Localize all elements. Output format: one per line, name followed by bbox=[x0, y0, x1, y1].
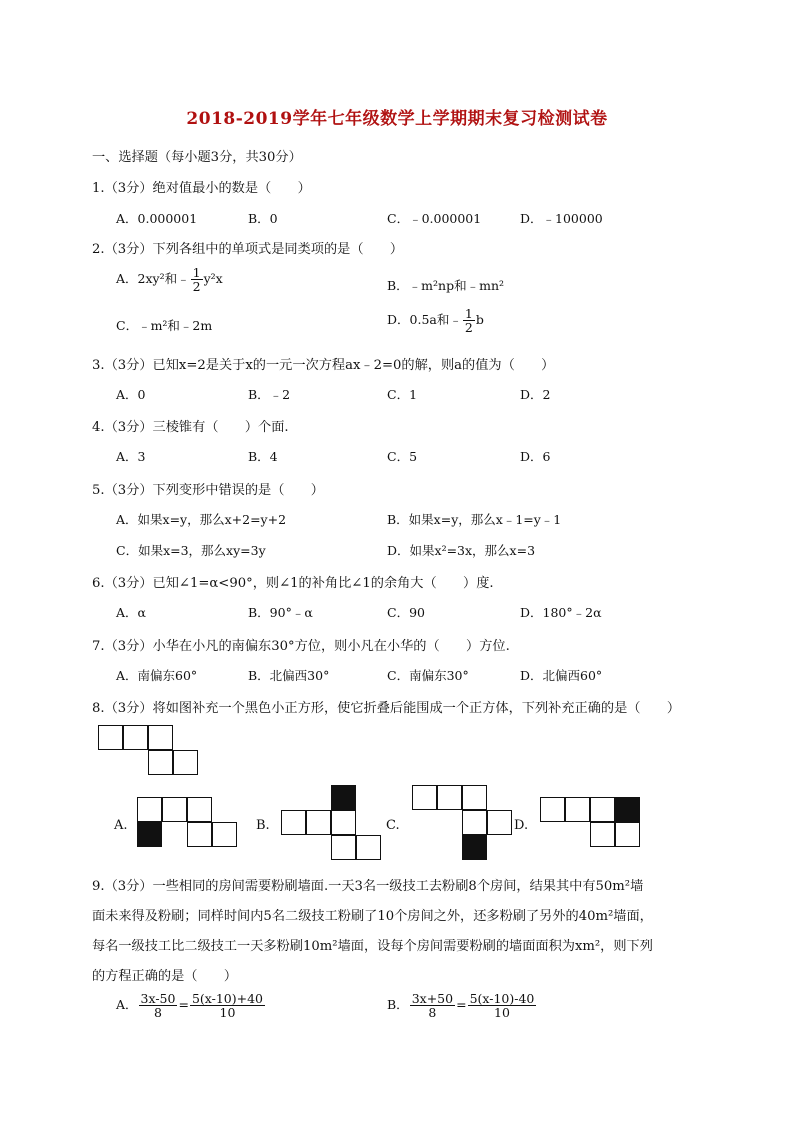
q9-option-a bbox=[116, 992, 266, 1019]
q5-option-a: A．如果x=y，那么x+2=y+2 bbox=[116, 512, 287, 527]
question-9-line-2: 面未来得及粉刷；同样时间内5名二级技工粉刷了10个房间之外，还多粉刷了另外的40m²墙面， bbox=[92, 909, 653, 924]
net-square bbox=[123, 725, 148, 750]
q1-option-d: D．﹣100000 bbox=[520, 211, 603, 226]
q2-a-suffix: y²x bbox=[203, 271, 223, 287]
q2-d-prefix: D．0.5a和﹣ bbox=[387, 312, 462, 328]
q9-b-label: B． bbox=[387, 997, 409, 1013]
net-square bbox=[487, 810, 512, 835]
exam-title: 2018-2019学年七年级数学上学期期末复习检测试卷 bbox=[186, 109, 608, 129]
q2-a-fraction bbox=[191, 266, 203, 293]
q2-a-prefix: A．2xy²和﹣ bbox=[116, 271, 190, 287]
question-6-stem: 6.（3分）已知∠1=α<90°，则∠1的补角比∠1的余角大（ ）度. bbox=[92, 576, 494, 591]
q6-option-a: A．α bbox=[116, 605, 146, 620]
net-square bbox=[590, 822, 615, 847]
q2-option-b: B．﹣m²np和﹣mn² bbox=[387, 278, 505, 293]
q3-option-a: A．0 bbox=[116, 387, 146, 402]
net-square-black bbox=[462, 835, 487, 860]
net-square bbox=[540, 797, 565, 822]
q6-option-d: D．180°﹣2α bbox=[520, 605, 602, 620]
q1-option-b: B．0 bbox=[248, 211, 278, 226]
q9-a-num-left: 3x-50 bbox=[140, 991, 176, 1006]
q2-option-d bbox=[387, 307, 484, 334]
q9-b-den-right: 10 bbox=[494, 1005, 510, 1021]
q6-option-c: C．90 bbox=[387, 605, 425, 620]
q8-option-c-label: C. bbox=[386, 818, 400, 833]
q7-option-d: D．北偏西60° bbox=[520, 668, 603, 683]
question-5-stem: 5.（3分）下列变形中错误的是（ ） bbox=[92, 483, 324, 498]
net-square bbox=[412, 785, 437, 810]
q2-d-numerator: 1 bbox=[464, 306, 473, 321]
q9-a-num-right: 5(x-10)+40 bbox=[191, 991, 263, 1006]
q2-d-denominator: 2 bbox=[464, 320, 473, 336]
q4-option-a: A．3 bbox=[116, 449, 146, 464]
net-square bbox=[437, 785, 462, 810]
q9-a-label: A． bbox=[116, 997, 138, 1013]
question-4-stem: 4.（3分）三棱锥有（ ）个面. bbox=[92, 420, 289, 435]
net-square bbox=[187, 822, 212, 847]
q9-a-fraction-left bbox=[139, 992, 178, 1019]
q1-option-a: A．0.000001 bbox=[116, 211, 198, 226]
q2-a-denominator: 2 bbox=[192, 279, 201, 295]
net-square bbox=[462, 810, 487, 835]
net-square-black bbox=[331, 785, 356, 810]
q1-option-c: C．﹣0.000001 bbox=[387, 211, 482, 226]
net-square bbox=[137, 797, 162, 822]
net-square bbox=[98, 725, 123, 750]
q5-option-b: B．如果x=y，那么x﹣1=y﹣1 bbox=[387, 512, 562, 527]
net-square bbox=[212, 822, 237, 847]
q5-option-d: D．如果x²=3x，那么x=3 bbox=[387, 543, 536, 558]
net-square bbox=[281, 810, 306, 835]
q9-b-equals: = bbox=[456, 997, 467, 1013]
q8-option-a-label: A. bbox=[114, 818, 128, 833]
q9-a-den-right: 10 bbox=[219, 1005, 236, 1021]
q5-option-c: C．如果x=3，那么xy=3y bbox=[116, 543, 266, 558]
q3-option-d: D．2 bbox=[520, 387, 551, 402]
q2-option-a bbox=[116, 266, 223, 293]
net-square bbox=[162, 797, 187, 822]
question-2-stem: 2.（3分）下列各组中的单项式是同类项的是（ ） bbox=[92, 242, 404, 257]
q9-a-fraction-right bbox=[190, 992, 265, 1019]
q2-option-c: C．﹣m²和﹣2m bbox=[116, 318, 213, 333]
question-7-stem: 7.（3分）小华在小凡的南偏东30°方位，则小凡在小华的（ ）方位. bbox=[92, 639, 510, 654]
question-8-stem: 8.（3分）将如图补充一个黑色小正方形，使它折叠后能围成一个正方体，下列补充正确的是（ ） bbox=[92, 701, 681, 716]
q9-b-fraction-right bbox=[468, 992, 537, 1019]
question-1-stem: 1.（3分）绝对值最小的数是（ ） bbox=[92, 181, 311, 196]
q9-a-equals: = bbox=[178, 997, 189, 1013]
q7-option-b: B．北偏西30° bbox=[248, 668, 330, 683]
q4-option-b: B．4 bbox=[248, 449, 278, 464]
q3-option-c: C．1 bbox=[387, 387, 418, 402]
net-square bbox=[187, 797, 212, 822]
net-square-black bbox=[615, 797, 640, 822]
net-square-black bbox=[137, 822, 162, 847]
net-square bbox=[590, 797, 615, 822]
question-9-line-3: 每名一级技工比二级技工一天多粉刷10m²墙面，设每个房间需要粉刷的墙面面积为xm²，则下列 bbox=[92, 939, 653, 954]
net-square bbox=[331, 810, 356, 835]
question-3-stem: 3.（3分）已知x=2是关于x的一元一次方程ax﹣2=0的解，则a的值为（ ） bbox=[92, 358, 555, 373]
net-square bbox=[306, 810, 331, 835]
q9-b-fraction-left bbox=[410, 992, 455, 1019]
section-heading: 一、选择题（每小题3分，共30分） bbox=[92, 150, 302, 165]
q3-option-b: B．﹣2 bbox=[248, 387, 291, 402]
q9-option-b bbox=[387, 992, 537, 1019]
q4-option-c: C．5 bbox=[387, 449, 418, 464]
q7-option-a: A．南偏东60° bbox=[116, 668, 198, 683]
net-square bbox=[356, 835, 381, 860]
q2-a-numerator: 1 bbox=[192, 265, 201, 280]
q2-d-fraction bbox=[463, 307, 475, 334]
q9-b-num-left: 3x+50 bbox=[411, 991, 454, 1006]
net-square bbox=[148, 750, 173, 775]
q8-option-d-label: D. bbox=[514, 818, 529, 833]
q6-option-b: B．90°﹣α bbox=[248, 605, 313, 620]
q4-option-d: D．6 bbox=[520, 449, 551, 464]
net-square bbox=[331, 835, 356, 860]
q7-option-c: C．南偏东30° bbox=[387, 668, 469, 683]
q9-b-den-left: 8 bbox=[428, 1005, 437, 1021]
q8-option-b-label: B. bbox=[256, 818, 270, 833]
net-square bbox=[148, 725, 173, 750]
question-9-line-4: 的方程正确的是（ ） bbox=[92, 969, 238, 984]
question-9-line-1: 9.（3分）一些相同的房间需要粉刷墙面.一天3名一级技工去粉刷8个房间，结果其中有50m²墙 bbox=[92, 879, 644, 894]
net-square bbox=[462, 785, 487, 810]
net-square bbox=[565, 797, 590, 822]
q9-b-num-right: 5(x-10)-40 bbox=[469, 991, 535, 1006]
q2-d-suffix: b bbox=[475, 312, 484, 328]
net-square bbox=[615, 822, 640, 847]
net-square bbox=[173, 750, 198, 775]
q9-a-den-left: 8 bbox=[154, 1005, 162, 1021]
